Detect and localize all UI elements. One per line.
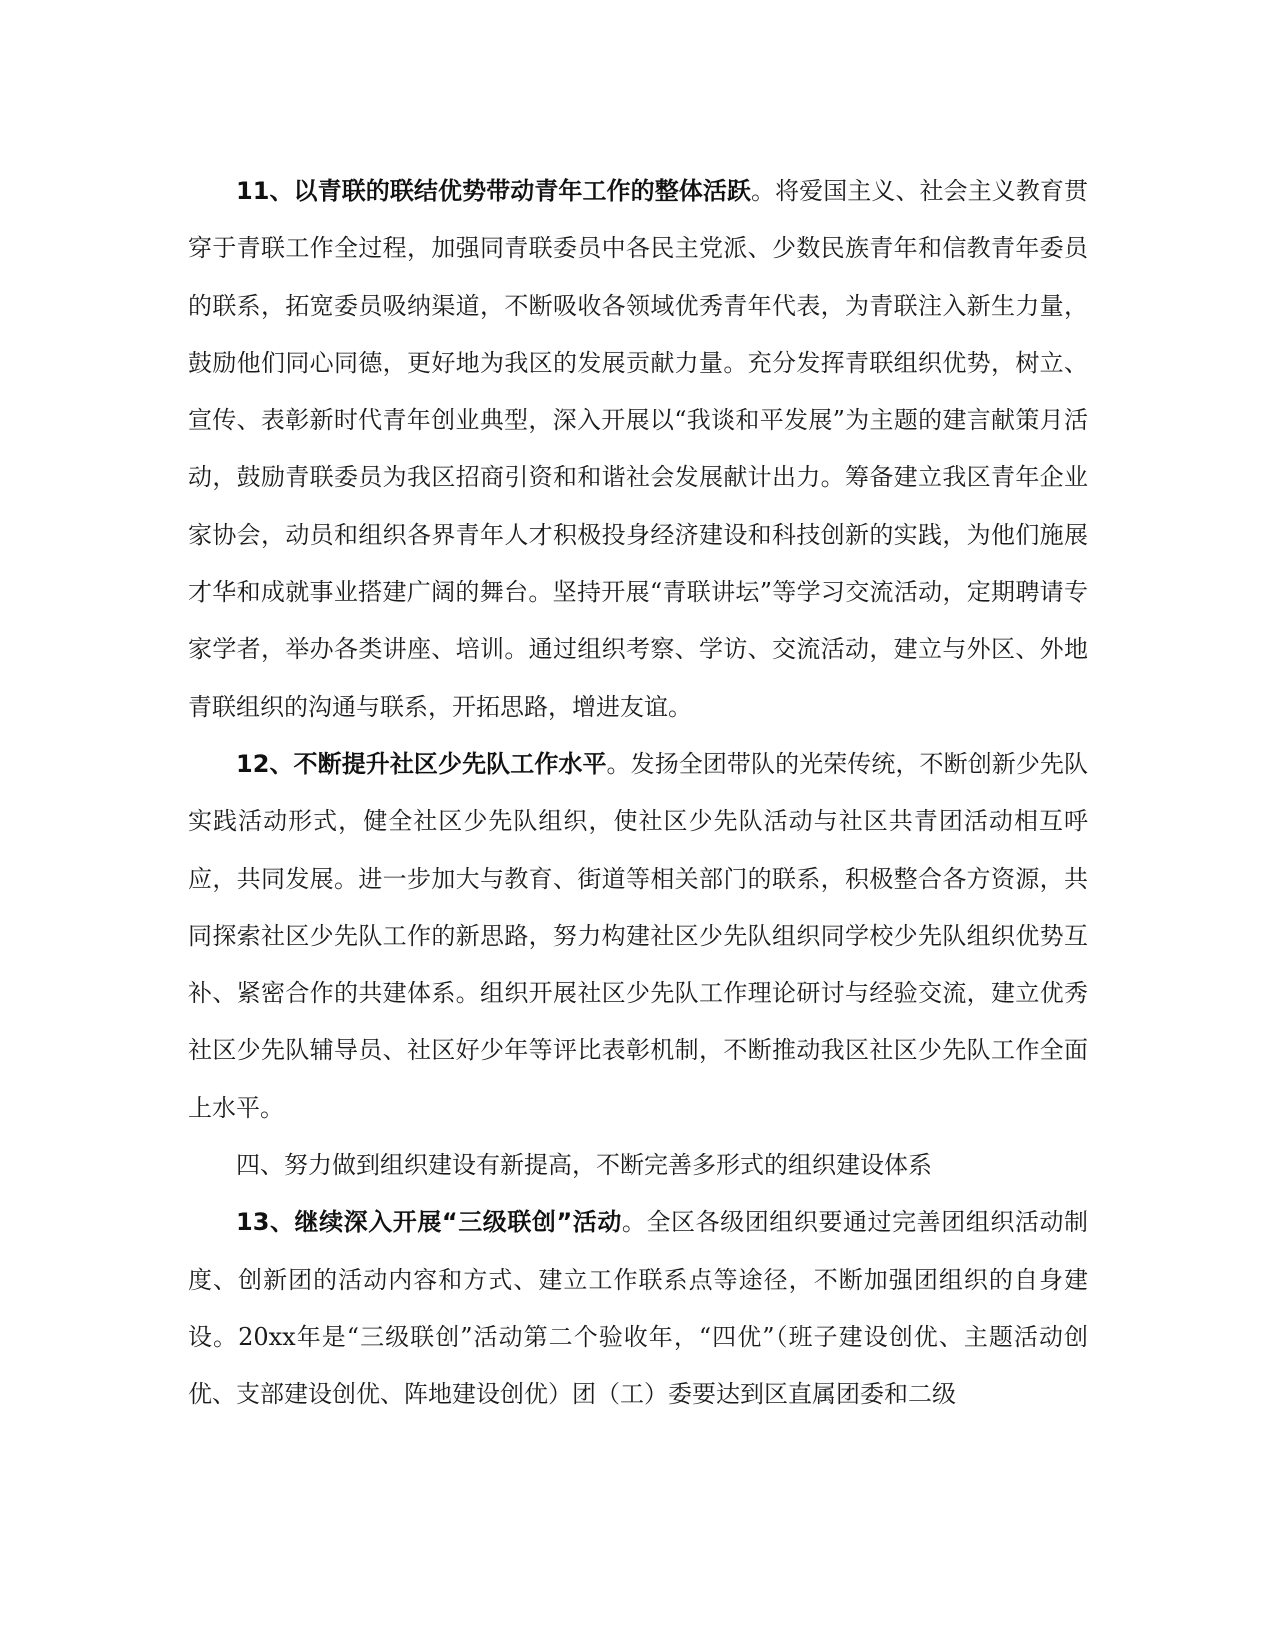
paragraph-youth-federation [188,163,1088,736]
document-body [188,163,1088,1424]
paragraph-young-pioneers [188,736,1088,1137]
paragraph-text: 四、努力做到组织建设有新提高，不断完善多形式的组织建设体系 [236,1151,932,1180]
paragraph-heading: 11、以青联的联结优势带动青年工作的整体活跃 [236,177,751,205]
paragraph-text: 。将爱国主义、社会主义教育贯穿于青联工作全过程，加强同青联委员中各民主党派、少数民族青年和信教青年委员的联系，拓宽委员吸纳渠道，不断吸收各领域优秀青年代表，为青联注入新生力量，鼓励他们同心同德，更好地为我区的发展贡献力量。充分发挥青联组织优势，树立、宣传、表彰新时代青年创业典型，深入开展以“我谈和平发展”为主题的建言献策月活动，鼓励青联委员为我区招商引资和和谐社会发展献计出力。筹备建立我区青年企业家协会，动员和组织各界青年人才积极投身经济建设和科技创新的实践，为他们施展才华和成就事业搭建广阔的舞台。坚持开展“青联讲坛”等学习交流活动，定期聘请专家学者，举办各类讲座、培训。通过组织考察、学访、交流活动，建立与外区、外地青联组织的沟通与联系，开拓思路，增进友谊。 [188,177,1088,721]
section-heading-organization [188,1137,1088,1194]
paragraph-text: 。发扬全团带队的光荣传统，不断创新少先队实践活动形式，健全社区少先队组织，使社区少先队活动与社区共青团活动相互呼应，共同发展。进一步加大与教育、街道等相关部门的联系，积极整合各方资源，共同探索社区少先队工作的新思路，努力构建社区少先队组织同学校少先队组织优势互补、紧密合作的共建体系。组织开展社区少先队工作理论研讨与经验交流，建立优秀社区少先队辅导员、社区好少年等评比表彰机制，不断推动我区社区少先队工作全面上水平。 [188,749,1088,1122]
paragraph-heading: 13、继续深入开展“三级联创”活动 [236,1208,622,1237]
paragraph-text: 。全区各级团组织要通过完善团组织活动制度、创新团的活动内容和方式、建立工作联系点等途径，不断加强团组织的自身建设。20xx年是“三级联创”活动第二个验收年，“四优”（班子建设创优、主题活动创优、支部建设创优、阵地建设创优）团（工）委要达到区直属团委和二级 [188,1208,1089,1409]
paragraph-heading: 12、不断提升社区少先队工作水平 [236,749,607,778]
paragraph-three-level [188,1194,1088,1423]
